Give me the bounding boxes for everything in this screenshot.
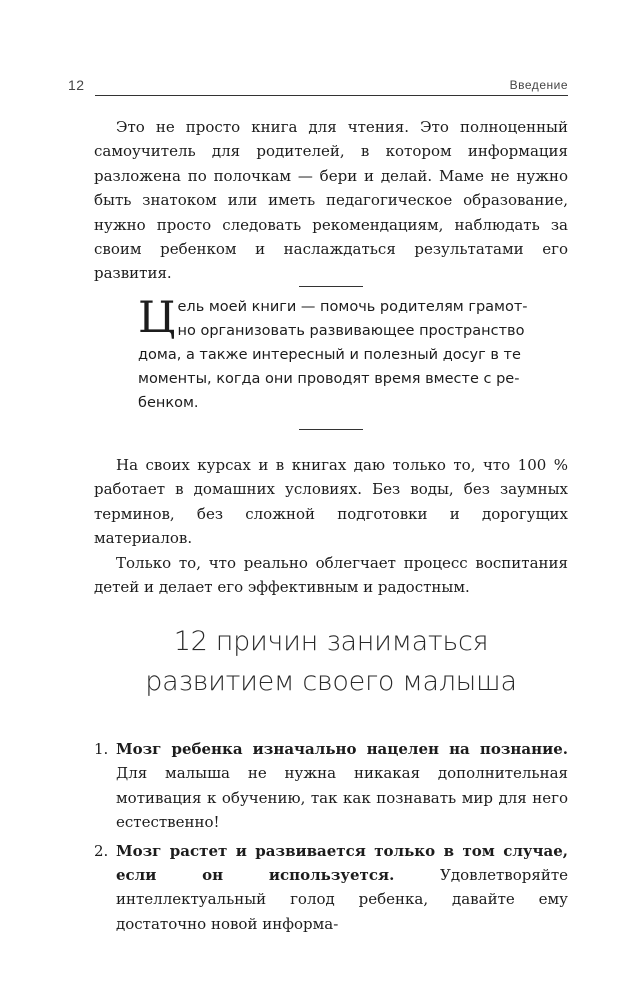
- section-heading-line: развитием своего малыша: [145, 666, 517, 697]
- page-number: 12: [68, 77, 85, 93]
- quote-line: но организовать развивающее пространство: [177, 323, 525, 339]
- list-item-number: 2.: [94, 841, 109, 860]
- quote-line: дома, а также интересный и полезный досуг в те: [138, 347, 521, 363]
- list-item-text: Удовлетворяйте интеллектуальный голод ребенка, давайте ему достаточно новой информа-: [116, 866, 568, 933]
- list-item-lead: Мозг растет и развивается только в том случае, если он используется.: [116, 841, 568, 885]
- list-item: [94, 737, 568, 835]
- section-heading: [94, 622, 568, 702]
- quote-divider-bottom: [299, 429, 363, 430]
- drop-cap: Ц: [138, 293, 176, 343]
- intro-section: [94, 115, 568, 286]
- list-item-text: Для малыша не нужна никакая дополнительная мотивация к обучению, так как познавать мир для него естественно!: [116, 764, 568, 832]
- intro-paragraph: Это не просто книга для чтения. Это полноценный самоучитель для родителей, в котором информация разложена по полочкам — бери и делай. Маме не нужно быть знатоком или иметь педагогическое образование, нужно просто следовать рекомендациям, наблюдать за своим ребенком и наслаждаться результатами его развития.: [94, 118, 568, 283]
- section-heading-line: 12 причин заниматься: [173, 626, 489, 657]
- pull-quote: [138, 295, 532, 415]
- list-item: [94, 839, 568, 937]
- list-item-number: 1.: [94, 740, 109, 758]
- running-head: Введение: [509, 78, 568, 92]
- body-paragraph: На своих курсах и в книгах даю только то, что 100 % работает в домашних условиях. Без воды, без заумных терминов, без сложной подготовки и дорогущих материалов.: [94, 456, 568, 548]
- quote-line: ель моей книги — помочь родителям грамот-: [177, 299, 528, 315]
- body-paragraph: Только то, что реально облегчает процесс воспитания детей и делает его эффективным и радостным.: [94, 553, 568, 597]
- list-item-lead: Мозг ребенка изначально нацелен на познание.: [116, 740, 568, 758]
- quote-line: моменты, когда они проводят время вместе с ре-: [138, 371, 520, 387]
- header-rule: [95, 95, 568, 96]
- quote-divider-top: [299, 286, 363, 287]
- body-section: [94, 453, 568, 599]
- reasons-list: [94, 737, 568, 940]
- quote-line: бенком.: [138, 395, 199, 411]
